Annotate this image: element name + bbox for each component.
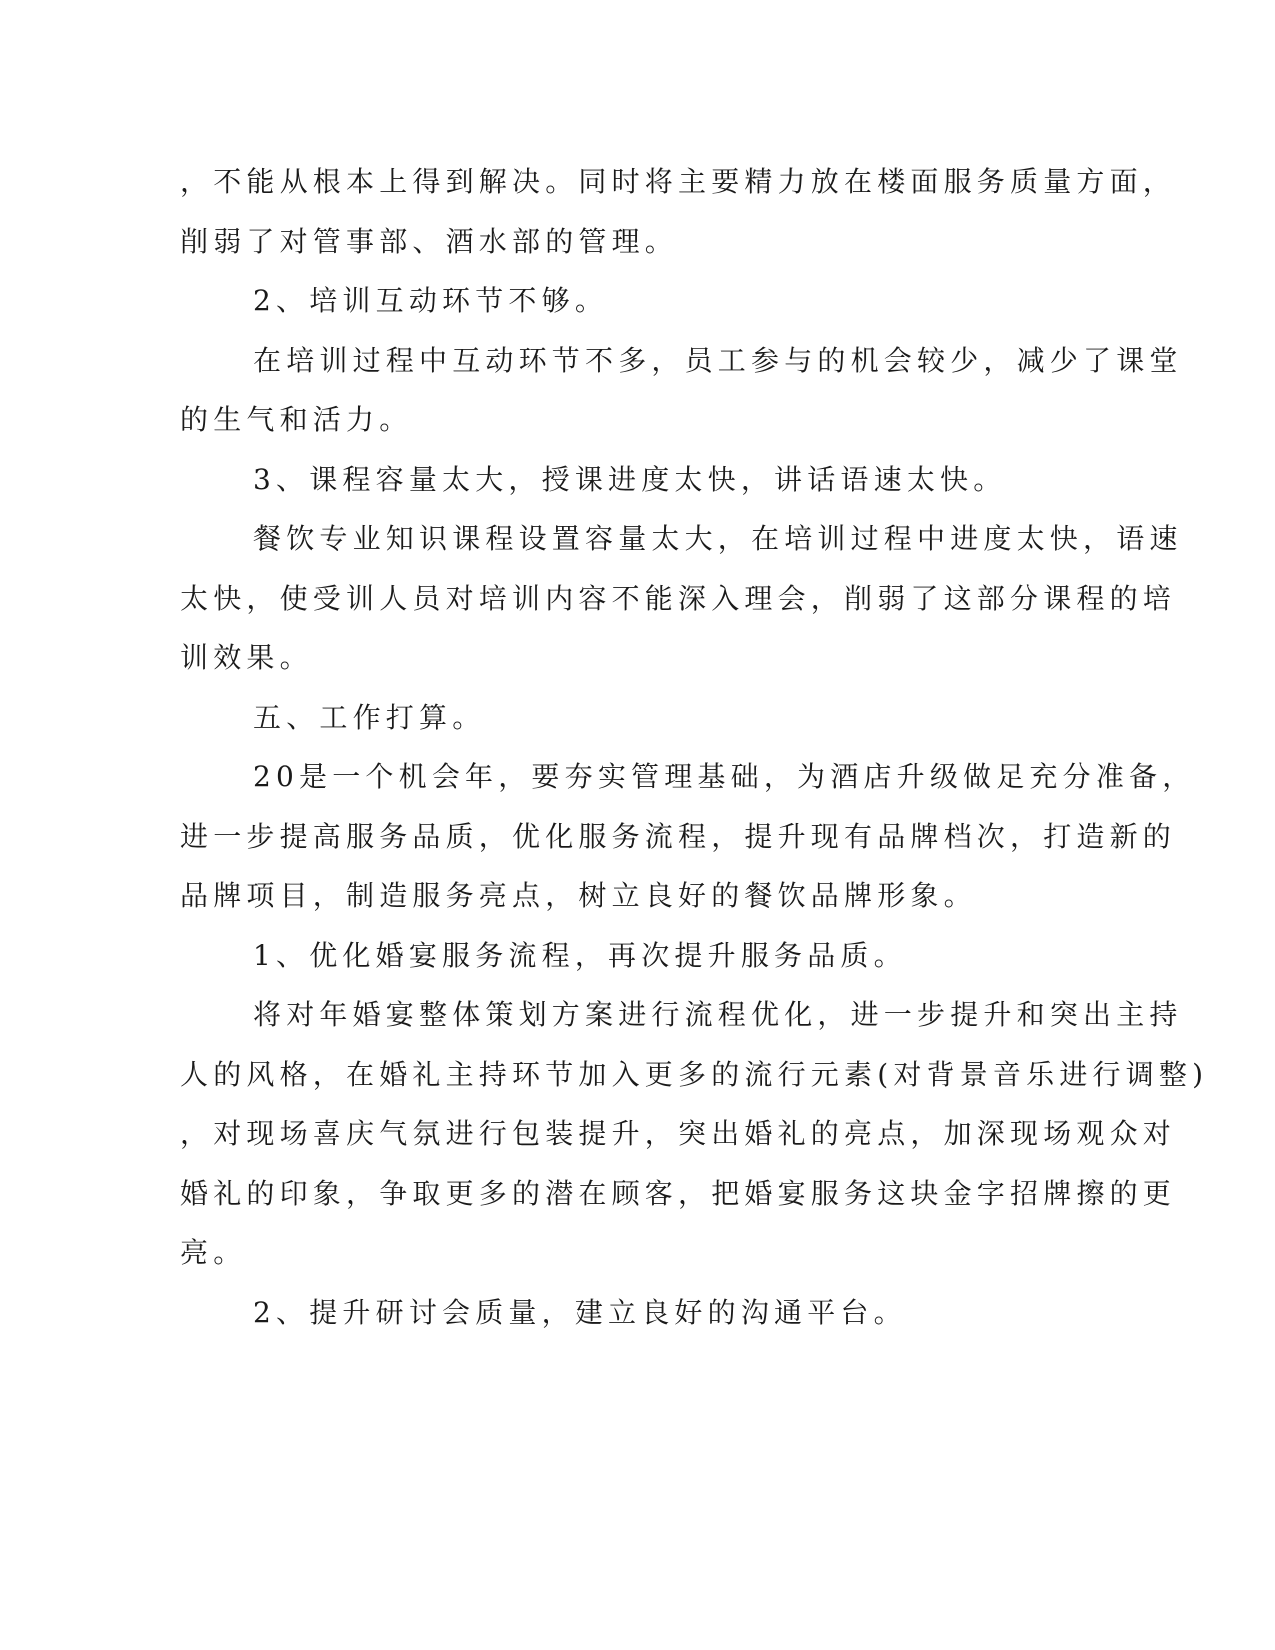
text-line: 的生气和活力。 [180,403,413,436]
section-heading: 1、优化婚宴服务流程，再次提升服务品质。 [253,938,907,972]
text-line: ，不能从根本上得到解决。同时将主要精力放在楼面服务质量方面， [180,165,1177,198]
document-page [180,152,1209,1342]
text-line: 在培训过程中互动环节不多，员工参与的机会较少，减少了课堂 [253,343,1183,377]
text-line: 餐饮专业知识课程设置容量太大，在培训过程中进度太快，语速 [253,522,1183,555]
section-heading: 2、提升研讨会质量，建立良好的沟通平台。 [253,1295,907,1329]
section-heading: 3、课程容量太大，授课进度太快，讲话语速太快。 [253,462,1007,496]
text-line: 太快，使受训人员对培训内容不能深入理会，削弱了这部分课程的培 [180,581,1177,615]
text-line: 20是一个机会年，要夯实管理基础，为酒店升级做足充分准备， [253,760,1196,793]
text-line: 削弱了对管事部、酒水部的管理。 [180,224,679,258]
section-heading: 2、培训互动环节不够。 [253,284,609,317]
text-line: 人的风格，在婚礼主持环节加入更多的流行元素(对背景音乐进行调整) [180,1057,1209,1091]
section-heading: 五、工作打算。 [253,700,486,734]
text-line: 婚礼的印象，争取更多的潜在顾客，把婚宴服务这块金字招牌擦的更 [180,1176,1177,1210]
text-line: 品牌项目，制造服务亮点，树立良好的餐饮品牌形象。 [180,879,977,912]
text-line: 训效果。 [180,641,313,674]
text-line: 进一步提高服务品质，优化服务流程，提升现有品牌档次，打造新的 [180,819,1177,853]
text-line: 将对年婚宴整体策划方案进行流程优化，进一步提升和突出主持 [253,998,1183,1031]
text-line: ，对现场喜庆气氛进行包装提升，突出婚礼的亮点，加深现场观众对 [180,1117,1177,1150]
text-line: 亮。 [180,1236,247,1269]
